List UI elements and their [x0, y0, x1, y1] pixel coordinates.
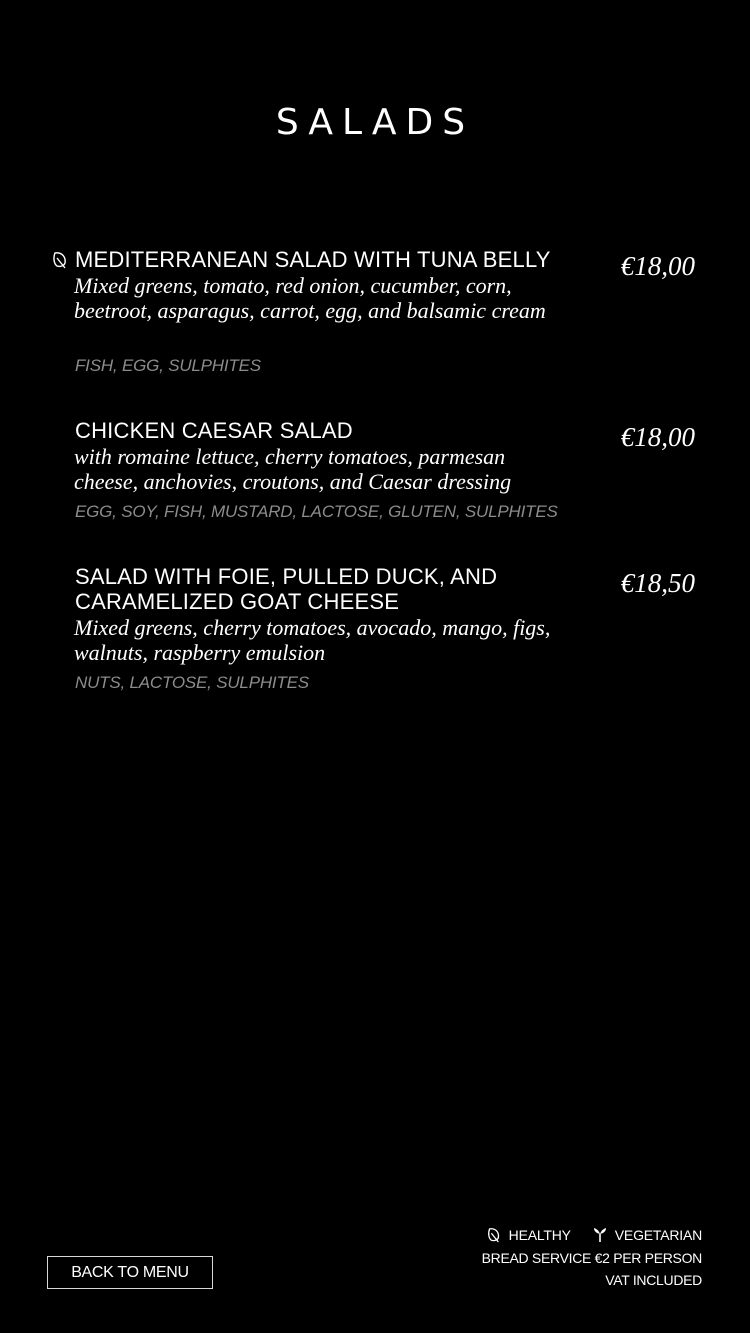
item-price: €18,50 — [620, 568, 695, 598]
back-to-menu-button[interactable]: BACK TO MENU — [47, 1256, 213, 1289]
item-allergens: FISH, EGG, SULPHITES — [75, 356, 261, 375]
item-description: with romaine lettuce, cherry tomatoes, parmesan cheese, anchovies, croutons, and Caesar dressing — [74, 444, 512, 494]
leaf-icon — [487, 1226, 501, 1244]
item-name: MEDITERRANEAN SALAD WITH TUNA BELLY — [75, 247, 551, 272]
item-allergens: EGG, SOY, FISH, MUSTARD, LACTOSE, GLUTEN, SULPHITES — [75, 502, 558, 521]
legend-vegetarian — [593, 1226, 702, 1244]
page-title: SALADS — [275, 102, 475, 143]
legend-vegetarian-label: VEGETARIAN — [614, 1227, 702, 1243]
sprout-icon — [593, 1226, 607, 1244]
legend-healthy — [487, 1226, 571, 1244]
item-allergens: NUTS, LACTOSE, SULPHITES — [75, 673, 309, 692]
item-description: Mixed greens, cherry tomatoes, avocado, mango, figs, walnuts, raspberry emulsion — [74, 615, 551, 665]
item-name: SALAD WITH FOIE, PULLED DUCK, AND CARAMELIZED GOAT CHEESE — [75, 564, 498, 614]
dietary-legend — [487, 1225, 702, 1245]
legend-healthy-label: HEALTHY — [508, 1227, 571, 1243]
item-description: Mixed greens, tomato, red onion, cucumber, corn, beetroot, asparagus, carrot, egg, and balsamic cream — [74, 273, 546, 323]
item-price: €18,00 — [620, 251, 695, 281]
item-name: CHICKEN CAESAR SALAD — [75, 418, 353, 443]
item-price: €18,00 — [620, 422, 695, 452]
bread-service-note: BREAD SERVICE €2 PER PERSON — [481, 1250, 702, 1266]
vat-note: VAT INCLUDED — [605, 1272, 702, 1288]
leaf-icon — [52, 250, 68, 270]
